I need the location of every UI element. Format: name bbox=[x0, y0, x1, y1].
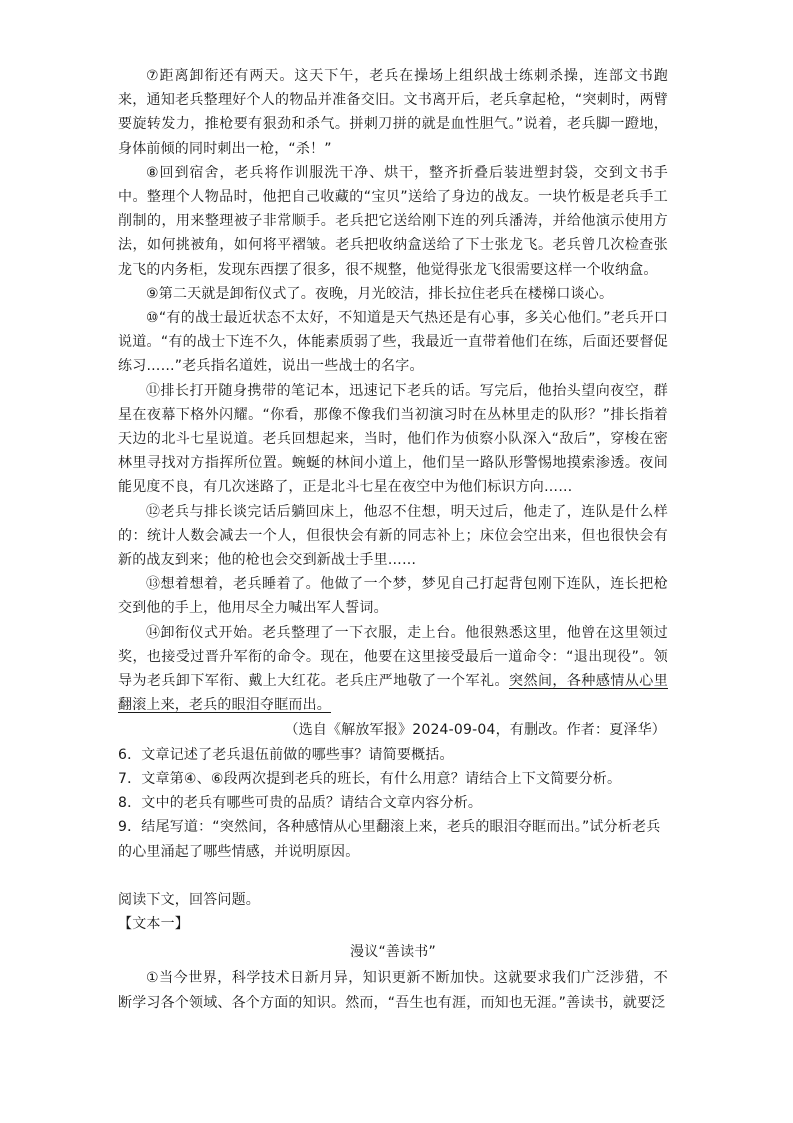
paragraph-8: ⑧回到宿舍，老兵将作训服洗干净、烘干，整齐折叠后装进塑封袋，交到文书手中。整理个人物品时，他把自己收藏的“宝贝”送给了身边的战友。一块竹板是老兵手工削制的，用来整理被子非常顺手。老兵把它送给刚下连的列兵潘涛，并给他演示使用方法，如何挑被角，如何将平褶皱。老兵把收纳盒送给了下士张龙飞。老兵曾几次检查张龙飞的内务柜，发现东西摆了很多，很不规整，他觉得张龙飞很需要这样一个收纳盒。 bbox=[118, 164, 668, 278]
paragraph-14 bbox=[118, 621, 668, 718]
question-7: 7．文章第④、⑥段两次提到老兵的班长，有什么用意？请结合上下文简要分析。 bbox=[118, 770, 622, 787]
paragraph-7: ⑦距离卸衔还有两天。这天下午，老兵在操场上组织战士练刺杀操，连部文书跑来，通知老兵整理好个人的物品并准备交旧。文书离开后，老兵拿起枪，“突刺时，两臂要旋转发力，推枪要有狠劲和杀气。拼刺刀拼的就是血性胆气。”说着，老兵脚一蹬地，身体前倾的同时刺出一枪，“杀！” bbox=[118, 68, 668, 157]
reading-instruction: 阅读下文，回答问题。 bbox=[118, 891, 260, 908]
question-9: 9．结尾写道：“突然间，各种感情从心里翻滚上来，老兵的眼泪夺眶而出。”试分析老兵的心里涌起了哪些情感，并说明原因。 bbox=[118, 819, 661, 860]
question-6: 6．文章记述了老兵退伍前做的哪些事？请简要概括。 bbox=[118, 746, 454, 763]
paragraph-14-main: ⑭卸衔仪式开始。老兵整理了一下衣服，走上台。他很熟悉这里，他曾在这里领过奖，也接受过晋升军衔的命令。现在，他要在这里接受最后一道命令：“退出现役”。领导为老兵卸下军衔、戴上大红花。老兵庄严地敬了一个军礼。 bbox=[118, 624, 668, 690]
text-one-label: 【文本一】 bbox=[118, 915, 189, 932]
essay-paragraph-1: ①当今世界，科学技术日新月异，知识更新不断加快。这就要求我们广泛涉猎，不断学习各个领域、各个方面的知识。然而，“吾生也有涯，而知也无涯。”善读书，就要泛 bbox=[118, 970, 668, 1011]
question-8: 8．文中的老兵有哪些可贵的品质？请结合文章内容分析。 bbox=[118, 795, 483, 812]
paragraph-10: ⑩“有的战士最近状态不太好，不知道是天气热还是有心事，多关心他们。”老兵开口说道。“有的战士下连不久，体能素质弱了些，我最近一直带着他们在练，后面还要督促练习……”老兵指名道姓，说出一些战士的名字。 bbox=[118, 310, 668, 375]
paragraph-12: ⑫老兵与排长谈完话后躺回床上，他忍不住想，明天过后，他走了，连队是什么样的：统计人数会减去一个人，但很快会有新的同志补上；床位会空出来，但也很快会有新的战友到来；他的枪也会交到新战士手里…… bbox=[118, 503, 668, 569]
paragraph-9: ⑨第二天就是卸衔仪式了。夜晚，月光皎洁，排长拉住老兵在楼梯口谈心。 bbox=[146, 285, 614, 302]
section-spacer bbox=[118, 864, 668, 888]
document-content bbox=[118, 64, 668, 1015]
paragraph-11: ⑪排长打开随身携带的笔记本，迅速记下老兵的话。写完后，他抬头望向夜空，群星在夜幕下格外闪耀。“你看，那像不像我们当初演习时在丛林里走的队形？”排长指着天边的北斗七星说道。老兵回想起来，当时，他们作为侦察小队深入“敌后”，穿梭在密林里寻找对方指挥所位置。蜿蜒的林间小道上，他们呈一路队形警惕地摸索渗透。夜间能见度不良，有几次迷路了，正是北斗七星在夜空中为他们标识方向…… bbox=[118, 382, 668, 496]
paragraph-14-underlined-sentence: 突然间，各种感情从心里翻滚上来，老兵的眼泪夺眶而出。 bbox=[118, 673, 668, 714]
source-citation: （选自《解放军报》2024-09-04，有删改。作者：夏泽华） bbox=[284, 722, 666, 739]
essay-title: 漫议“善读书” bbox=[350, 944, 436, 961]
paragraph-13: ⑬想着想着，老兵睡着了。他做了一个梦，梦见自己打起背包刚下连队，连长把枪交到他的手上，他用尽全力喊出军人誓词。 bbox=[118, 576, 668, 617]
